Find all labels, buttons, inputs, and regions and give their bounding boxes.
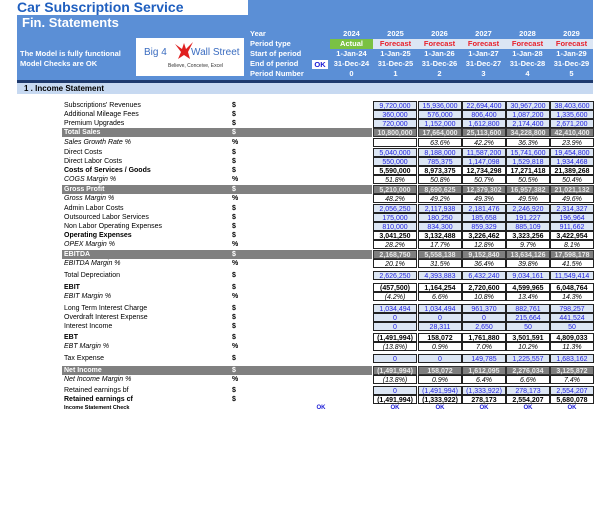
cell-sales-growth-2026[interactable]: 63.6%: [418, 138, 462, 147]
cell-subs-rev-2027[interactable]: 22,694,400: [462, 101, 506, 110]
timeline-number-2026: 2: [437, 69, 442, 78]
cell-admin-labor-2028[interactable]: 2,246,920: [506, 204, 550, 213]
cell-ebit-2029[interactable]: 6,048,764: [550, 283, 594, 292]
cell-non-labor-2029[interactable]: 911,662: [550, 222, 594, 231]
cell-tax-2026[interactable]: 0: [418, 354, 462, 363]
cell-direct-costs-2028[interactable]: 15,741,600: [506, 148, 550, 157]
row-label-depreciation: Total Depreciation: [64, 272, 121, 279]
row-unit-outsourced: $: [232, 214, 236, 221]
cell-ebt-margin-2029[interactable]: 11.3%: [550, 342, 594, 351]
cell-lt-interest-2029[interactable]: 798,257: [550, 304, 594, 313]
cell-ebit-margin-2026[interactable]: 6.6%: [418, 292, 462, 301]
cell-int-income-2026[interactable]: 28,311: [418, 322, 462, 331]
cell-cogs-2025[interactable]: 5,590,000: [373, 166, 417, 175]
cell-ebitda-margin-2025[interactable]: 20.1%: [373, 259, 417, 268]
row-unit-direct-labor: $: [232, 158, 236, 165]
cell-int-income-2029[interactable]: 50: [550, 322, 594, 331]
row-label-opex: Operating Expenses: [64, 232, 132, 239]
cell-ebit-2027[interactable]: 2,720,600: [462, 283, 506, 292]
row-label-non-labor: Non Labor Operating Expenses: [64, 223, 163, 230]
row-unit-premium: $: [232, 120, 236, 127]
timeline-year-2027: 2027: [475, 29, 492, 38]
row-label-net-income: Net Income: [64, 367, 102, 374]
timeline-end-2027: 31-Dec-27: [465, 59, 502, 68]
row-unit-ebitda-margin: %: [232, 260, 239, 267]
row-unit-re-cf: $: [232, 396, 236, 403]
cell-opex-2029[interactable]: 3,422,954: [550, 231, 594, 240]
cell-mileage-2026[interactable]: 576,000: [418, 110, 462, 119]
cell-tax-2025[interactable]: 0: [373, 354, 417, 363]
cell-od-interest-2028[interactable]: 215,664: [506, 313, 550, 322]
timeline-year-2029: 2029: [563, 29, 580, 38]
model-status-line2: Model Checks are OK: [20, 59, 98, 68]
timeline-type-2028: Forecast: [511, 39, 544, 48]
cell-gross-profit-2029[interactable]: 21,021,132: [550, 185, 594, 194]
timeline-type-2026: Forecast: [423, 39, 456, 48]
row-label-ni-margin: Net Income Margin %: [64, 376, 132, 383]
timeline-number-2029: 5: [569, 69, 574, 78]
timeline-number-2027: 3: [481, 69, 486, 78]
section-title: 1 . Income Statement: [24, 84, 105, 93]
cell-int-income-2028[interactable]: 50: [506, 322, 550, 331]
cell-mileage-2029[interactable]: 1,335,600: [550, 110, 594, 119]
row-unit-opex-margin: %: [232, 241, 239, 248]
check-ok-2028: OK: [523, 405, 533, 411]
row-unit-ebt: $: [232, 334, 236, 341]
timeline-type-2025: Forecast: [379, 39, 412, 48]
row-unit-total-sales: $: [232, 129, 236, 136]
cell-premium-2028[interactable]: 2,174,400: [506, 119, 550, 128]
cell-cogs-2027[interactable]: 12,734,298: [462, 166, 506, 175]
row-unit-ebit-margin: %: [232, 293, 239, 300]
cell-premium-2027[interactable]: 1,612,800: [462, 119, 506, 128]
cell-non-labor-2025[interactable]: 810,000: [373, 222, 417, 231]
cell-mileage-2025[interactable]: 360,000: [373, 110, 417, 119]
cell-depreciation-2027[interactable]: 6,432,240: [462, 271, 506, 280]
row-unit-od-interest: $: [232, 314, 236, 321]
period-number-label: Period Number: [250, 69, 304, 78]
cell-depreciation-2028[interactable]: 9,034,161: [506, 271, 550, 280]
cell-subs-rev-2026[interactable]: 15,936,000: [418, 101, 462, 110]
cell-cogs-margin-2026[interactable]: 50.8%: [418, 175, 462, 184]
cell-ni-margin-2026[interactable]: 0.9%: [418, 375, 462, 384]
row-label-cogs-margin: COGS Margin %: [64, 176, 117, 183]
cell-direct-labor-2029[interactable]: 1,934,468: [550, 157, 594, 166]
cell-cogs-margin-2028[interactable]: 50.5%: [506, 175, 550, 184]
cell-non-labor-2027[interactable]: 859,329: [462, 222, 506, 231]
cell-gross-profit-2028[interactable]: 16,957,382: [506, 185, 550, 194]
cell-opex-2028[interactable]: 3,323,256: [506, 231, 550, 240]
cell-subs-rev-2028[interactable]: 30,967,200: [506, 101, 550, 110]
row-label-re-bf: Retained earnings bf: [64, 387, 129, 394]
cell-net-income-2025[interactable]: (1,491,994): [373, 366, 417, 375]
row-label-re-cf: Retained earnings cf: [64, 396, 133, 403]
cell-gross-profit-2025[interactable]: 5,210,000: [373, 185, 417, 194]
cell-od-interest-2027[interactable]: 0: [462, 313, 506, 322]
row-label-subs-rev: Subscriptions' Revenues: [64, 102, 141, 109]
cell-depreciation-2026[interactable]: 4,393,883: [418, 271, 462, 280]
row-label-ebitda: EBITDA: [64, 251, 91, 258]
cell-ni-margin-2029[interactable]: 7.4%: [550, 375, 594, 384]
cell-net-income-2028[interactable]: 2,276,034: [506, 366, 550, 375]
income-statement-check-label: Income Statement Check: [64, 405, 130, 411]
cell-ni-margin-2025[interactable]: (13.8%): [373, 375, 417, 384]
cell-ebt-2026[interactable]: 158,072: [418, 333, 462, 342]
row-label-premium: Premium Upgrades: [64, 120, 125, 127]
cell-gross-margin-2027[interactable]: 49.3%: [462, 194, 506, 203]
cell-admin-labor-2026[interactable]: 2,117,938: [418, 204, 462, 213]
cell-direct-costs-2029[interactable]: 19,454,800: [550, 148, 594, 157]
cell-ebt-2029[interactable]: 4,809,033: [550, 333, 594, 342]
cell-opex-margin-2026[interactable]: 17.7%: [418, 240, 462, 249]
cell-gross-margin-2029[interactable]: 49.6%: [550, 194, 594, 203]
cell-net-income-2026[interactable]: 158,072: [418, 366, 462, 375]
timeline-start-2029: 1-Jan-29: [556, 49, 587, 58]
year-label: Year: [250, 29, 266, 38]
cell-ebit-margin-2028[interactable]: 13.4%: [506, 292, 550, 301]
cell-ebitda-2026[interactable]: 5,558,138: [418, 250, 462, 259]
cell-direct-labor-2028[interactable]: 1,529,818: [506, 157, 550, 166]
cell-mileage-2027[interactable]: 806,400: [462, 110, 506, 119]
cell-ebit-2026[interactable]: 1,164,254: [418, 283, 462, 292]
cell-non-labor-2028[interactable]: 885,109: [506, 222, 550, 231]
cell-direct-costs-2027[interactable]: 11,587,200: [462, 148, 506, 157]
timeline-end-2028: 31-Dec-28: [509, 59, 546, 68]
timeline-start-2024: 1-Jan-24: [336, 49, 367, 58]
cell-mileage-2028[interactable]: 1,087,200: [506, 110, 550, 119]
total-row-band: [62, 250, 372, 259]
cell-depreciation-2029[interactable]: 11,549,414: [550, 271, 594, 280]
row-label-mileage: Additional Mileage Fees: [64, 111, 139, 118]
logo-text-left: Big 4: [144, 47, 167, 58]
cell-direct-labor-2025[interactable]: 550,000: [373, 157, 417, 166]
start-period-label: Start of period: [250, 49, 302, 58]
cell-lt-interest-2028[interactable]: 882,761: [506, 304, 550, 313]
cell-opex-2025[interactable]: 3,041,250: [373, 231, 417, 240]
cell-od-interest-2029[interactable]: 441,524: [550, 313, 594, 322]
cell-re-cf-2026[interactable]: (1,333,922): [418, 395, 462, 404]
cell-opex-margin-2025[interactable]: 28.2%: [373, 240, 417, 249]
row-label-sales-growth: Sales Growth Rate %: [64, 139, 131, 146]
cell-net-income-2027[interactable]: 1,612,095: [462, 366, 506, 375]
row-label-ebit-margin: EBIT Margin %: [64, 293, 112, 300]
row-unit-cogs-margin: %: [232, 176, 239, 183]
cell-outsourced-2026[interactable]: 180,250: [418, 213, 462, 222]
cell-lt-interest-2027[interactable]: 961,370: [462, 304, 506, 313]
timeline-number-2028: 4: [525, 69, 530, 78]
cell-gross-profit-2026[interactable]: 8,690,625: [418, 185, 462, 194]
cell-opex-2026[interactable]: 3,132,488: [418, 231, 462, 240]
cell-total-sales-2026[interactable]: 17,664,000: [418, 128, 462, 137]
cell-sales-growth-2029[interactable]: 23.9%: [550, 138, 594, 147]
cell-ebt-margin-2028[interactable]: 10.2%: [506, 342, 550, 351]
income-statement-check-summary: OK: [316, 405, 326, 411]
cell-tax-2027[interactable]: 149,785: [462, 354, 506, 363]
check-ok-2025: OK: [390, 405, 400, 411]
header-band-right: [248, 0, 593, 16]
row-unit-tax: $: [232, 355, 236, 362]
cell-outsourced-2028[interactable]: 191,227: [506, 213, 550, 222]
timeline-year-2028: 2028: [519, 29, 536, 38]
logo-tagline: Believe, Conceive, Excel: [168, 63, 224, 69]
row-unit-admin-labor: $: [232, 205, 236, 212]
cell-re-bf-2026[interactable]: (1,491,994): [418, 386, 462, 395]
cell-re-bf-2027[interactable]: (1,333,922): [462, 386, 506, 395]
cell-outsourced-2029[interactable]: 196,964: [550, 213, 594, 222]
timeline-ok-badge: OK: [312, 60, 328, 69]
cell-ni-margin-2028[interactable]: 6.6%: [506, 375, 550, 384]
cell-premium-2029[interactable]: 2,671,200: [550, 119, 594, 128]
cell-opex-2027[interactable]: 3,226,462: [462, 231, 506, 240]
timeline-number-2025: 1: [393, 69, 398, 78]
cell-ebitda-margin-2029[interactable]: 41.5%: [550, 259, 594, 268]
cell-total-sales-2028[interactable]: 34,228,800: [506, 128, 550, 137]
row-unit-depreciation: $: [232, 272, 236, 279]
row-label-opex-margin: OPEX Margin %: [64, 241, 115, 248]
cell-sales-growth-2025[interactable]: [373, 138, 417, 147]
cell-int-income-2027[interactable]: 2,650: [462, 322, 506, 331]
timeline-start-2027: 1-Jan-27: [468, 49, 499, 58]
row-label-lt-interest: Long Term Interest Charge: [64, 305, 148, 312]
row-label-ebt-margin: EBT Margin %: [64, 343, 110, 350]
cell-net-income-2029[interactable]: 3,125,872: [550, 366, 594, 375]
total-row-band: [62, 185, 372, 194]
row-unit-gross-margin: %: [232, 195, 239, 202]
cell-gross-margin-2028[interactable]: 49.5%: [506, 194, 550, 203]
row-label-int-income: Interest Income: [64, 323, 113, 330]
cell-ebitda-2028[interactable]: 13,634,126: [506, 250, 550, 259]
cell-cogs-margin-2029[interactable]: 50.4%: [550, 175, 594, 184]
timeline-year-2025: 2025: [387, 29, 404, 38]
cell-lt-interest-2025[interactable]: 1,034,494: [373, 304, 417, 313]
timeline-end-2024: 31-Dec-24: [333, 59, 370, 68]
cell-direct-costs-2026[interactable]: 8,188,000: [418, 148, 462, 157]
row-unit-direct-costs: $: [232, 149, 236, 156]
cell-ebit-margin-2029[interactable]: 14.3%: [550, 292, 594, 301]
cell-subs-rev-2025[interactable]: 9,720,000: [373, 101, 417, 110]
row-unit-int-income: $: [232, 323, 236, 330]
cell-ebitda-margin-2026[interactable]: 31.5%: [418, 259, 462, 268]
cell-od-interest-2025[interactable]: 0: [373, 313, 417, 322]
row-unit-cogs: $: [232, 167, 236, 174]
cell-total-sales-2029[interactable]: 42,410,400: [550, 128, 594, 137]
cell-ebitda-margin-2028[interactable]: 39.8%: [506, 259, 550, 268]
sheet-title: Fin. Statements: [22, 15, 119, 30]
row-unit-lt-interest: $: [232, 305, 236, 312]
timeline-start-2026: 1-Jan-26: [424, 49, 455, 58]
timeline-type-2027: Forecast: [467, 39, 500, 48]
cell-ebt-margin-2026[interactable]: 0.9%: [418, 342, 462, 351]
timeline-type-2024: Actual: [330, 39, 373, 49]
check-ok-2029: OK: [567, 405, 577, 411]
cell-admin-labor-2029[interactable]: 2,314,327: [550, 204, 594, 213]
cell-re-bf-2028[interactable]: 278,173: [506, 386, 550, 395]
logo-text-right: Wall Street: [191, 47, 240, 58]
cell-ebit-margin-2025[interactable]: (4.2%): [373, 292, 417, 301]
timeline-end-2029: 31-Dec-29: [553, 59, 590, 68]
cell-cogs-2028[interactable]: 17,271,418: [506, 166, 550, 175]
cell-total-sales-2025[interactable]: 10,800,000: [373, 128, 417, 137]
cell-opex-margin-2029[interactable]: 8.1%: [550, 240, 594, 249]
check-ok-2026: OK: [435, 405, 445, 411]
timeline-type-2029: Forecast: [555, 39, 588, 48]
timeline-number-2024: 0: [349, 69, 354, 78]
cell-cogs-margin-2027[interactable]: 50.7%: [462, 175, 506, 184]
cell-direct-labor-2027[interactable]: 1,147,098: [462, 157, 506, 166]
row-label-od-interest: Overdraft Interest Expense: [64, 314, 148, 321]
cell-subs-rev-2029[interactable]: 38,403,600: [550, 101, 594, 110]
app-title: Car Subscription Service: [17, 0, 184, 15]
cell-sales-growth-2027[interactable]: 42.2%: [462, 138, 506, 147]
cell-gross-margin-2026[interactable]: 49.2%: [418, 194, 462, 203]
row-unit-non-labor: $: [232, 223, 236, 230]
cell-ebit-margin-2027[interactable]: 10.8%: [462, 292, 506, 301]
check-ok-2027: OK: [479, 405, 489, 411]
cell-ebitda-2029[interactable]: 17,598,178: [550, 250, 594, 259]
cell-tax-2029[interactable]: 1,683,162: [550, 354, 594, 363]
row-label-cogs: Costs of Services / Goods: [64, 167, 151, 174]
cell-non-labor-2026[interactable]: 834,300: [418, 222, 462, 231]
company-logo: [136, 38, 244, 76]
cell-ebt-2027[interactable]: 1,761,880: [462, 333, 506, 342]
cell-tax-2028[interactable]: 1,225,557: [506, 354, 550, 363]
row-label-ebt: EBT: [64, 334, 78, 341]
cell-ebitda-2027[interactable]: 9,152,840: [462, 250, 506, 259]
cell-direct-costs-2025[interactable]: 5,040,000: [373, 148, 417, 157]
timeline-year-2024: 2024: [343, 29, 360, 38]
cell-outsourced-2025[interactable]: 175,000: [373, 213, 417, 222]
row-label-total-sales: Total Sales: [64, 129, 101, 136]
cell-re-cf-2027[interactable]: 278,173: [462, 395, 506, 404]
cell-ebitda-margin-2027[interactable]: 36.4%: [462, 259, 506, 268]
row-label-ebit: EBIT: [64, 284, 80, 291]
timeline-start-2025: 1-Jan-25: [380, 49, 411, 58]
cell-re-bf-2029[interactable]: 2,554,207: [550, 386, 594, 395]
row-label-direct-labor: Direct Labor Costs: [64, 158, 122, 165]
cell-premium-2025[interactable]: 720,000: [373, 119, 417, 128]
row-unit-subs-rev: $: [232, 102, 236, 109]
cell-ebt-2028[interactable]: 3,501,591: [506, 333, 550, 342]
timeline-end-2025: 31-Dec-25: [377, 59, 414, 68]
cell-direct-labor-2026[interactable]: 785,375: [418, 157, 462, 166]
row-label-ebitda-margin: EBITDA Margin %: [64, 260, 121, 267]
cell-re-cf-2028[interactable]: 2,554,207: [506, 395, 550, 404]
cell-sales-growth-2028[interactable]: 36.3%: [506, 138, 550, 147]
row-unit-net-income: $: [232, 367, 236, 374]
row-unit-opex: $: [232, 232, 236, 239]
row-unit-ebit: $: [232, 284, 236, 291]
cell-ebit-2025[interactable]: (457,500): [373, 283, 417, 292]
row-label-outsourced: Outsourced Labor Services: [64, 214, 149, 221]
period-type-label: Period type: [250, 39, 291, 48]
row-unit-ebt-margin: %: [232, 343, 239, 350]
total-row-band: [62, 128, 372, 137]
cell-total-sales-2027[interactable]: 25,113,600: [462, 128, 506, 137]
end-period-label: End of period: [250, 59, 299, 68]
row-unit-re-bf: $: [232, 387, 236, 394]
row-label-gross-margin: Gross Margin %: [64, 195, 115, 202]
row-unit-gross-profit: $: [232, 186, 236, 193]
cell-gross-profit-2027[interactable]: 12,379,302: [462, 185, 506, 194]
cell-ebt-2025[interactable]: (1,491,994): [373, 333, 417, 342]
cell-admin-labor-2025[interactable]: 2,056,250: [373, 204, 417, 213]
cell-ni-margin-2027[interactable]: 6.4%: [462, 375, 506, 384]
row-unit-ni-margin: %: [232, 376, 239, 383]
cell-depreciation-2025[interactable]: 2,626,250: [373, 271, 417, 280]
cell-admin-labor-2027[interactable]: 2,181,476: [462, 204, 506, 213]
cell-cogs-2026[interactable]: 8,973,375: [418, 166, 462, 175]
row-unit-ebitda: $: [232, 251, 236, 258]
cell-int-income-2025[interactable]: 0: [373, 322, 417, 331]
cell-ebt-margin-2025[interactable]: (13.8%): [373, 342, 417, 351]
cell-opex-margin-2028[interactable]: 9.7%: [506, 240, 550, 249]
timeline-year-2026: 2026: [431, 29, 448, 38]
cell-gross-margin-2025[interactable]: 48.2%: [373, 194, 417, 203]
timeline-end-2026: 31-Dec-26: [421, 59, 458, 68]
cell-ebitda-2025[interactable]: 2,168,750: [373, 250, 417, 259]
cell-re-cf-2029[interactable]: 5,680,078: [550, 395, 594, 404]
total-row-band: [62, 366, 372, 375]
row-label-gross-profit: Gross Profit: [64, 186, 105, 193]
cell-cogs-2029[interactable]: 21,389,268: [550, 166, 594, 175]
cell-cogs-margin-2025[interactable]: 51.8%: [373, 175, 417, 184]
row-unit-sales-growth: %: [232, 139, 239, 146]
cell-lt-interest-2026[interactable]: 1,034,494: [418, 304, 462, 313]
timeline-start-2028: 1-Jan-28: [512, 49, 543, 58]
cell-premium-2026[interactable]: 1,152,000: [418, 119, 462, 128]
row-label-tax: Tax Expense: [64, 355, 105, 362]
model-status-line1: The Model is fully functional: [20, 49, 121, 58]
cell-re-cf-2025[interactable]: (1,491,994): [373, 395, 417, 404]
cell-opex-margin-2027[interactable]: 12.8%: [462, 240, 506, 249]
row-label-direct-costs: Direct Costs: [64, 149, 103, 156]
cell-ebt-margin-2027[interactable]: 7.0%: [462, 342, 506, 351]
row-label-admin-labor: Admin Labor Costs: [64, 205, 124, 212]
cell-re-bf-2025[interactable]: 0: [373, 386, 417, 395]
cell-ebit-2028[interactable]: 4,599,965: [506, 283, 550, 292]
cell-od-interest-2026[interactable]: 0: [418, 313, 462, 322]
cell-outsourced-2027[interactable]: 185,658: [462, 213, 506, 222]
row-unit-mileage: $: [232, 111, 236, 118]
